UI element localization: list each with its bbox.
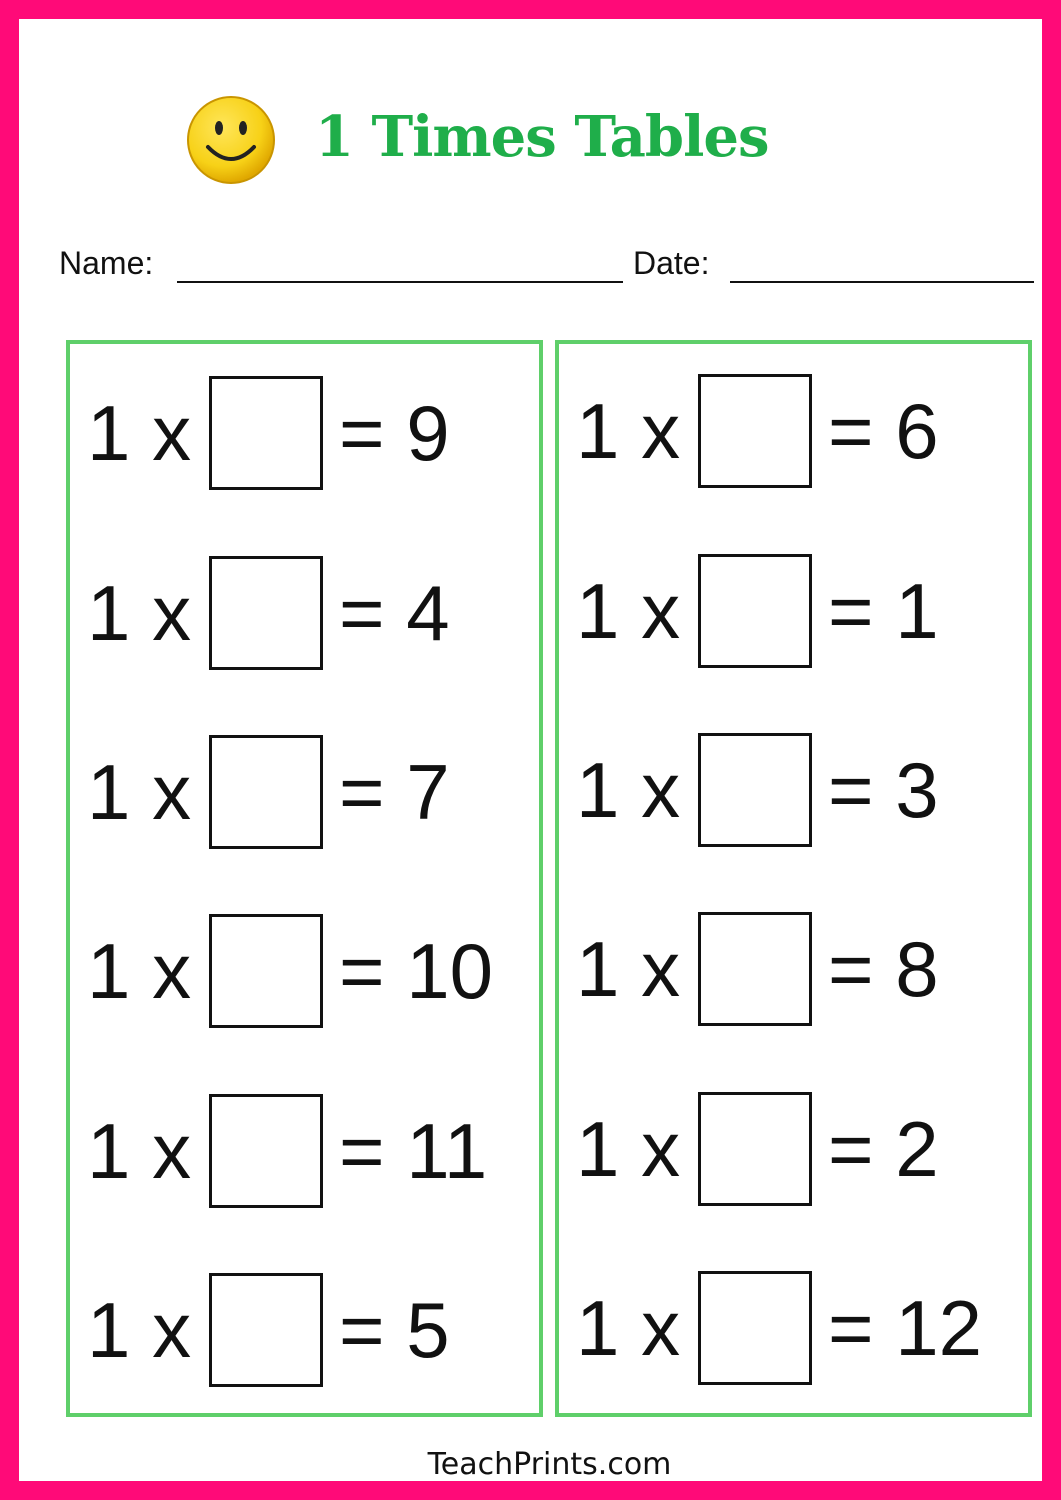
problem-expression: 1 x [87, 748, 192, 836]
problem-result: = 8 [828, 925, 939, 1013]
problem-result: = 12 [828, 1284, 982, 1372]
problem-result: = 2 [828, 1105, 939, 1193]
problem-column-right [555, 340, 1032, 1417]
problem-expression: 1 x [576, 746, 681, 834]
answer-box[interactable] [698, 554, 812, 668]
problem-expression: 1 x [576, 1105, 681, 1193]
answer-box[interactable] [698, 912, 812, 1026]
problem-result: = 10 [339, 927, 493, 1015]
problem-result: = 7 [339, 748, 450, 836]
problem-result: = 5 [339, 1286, 450, 1374]
answer-box[interactable] [698, 1092, 812, 1206]
footer-website: TeachPrints.com [427, 1447, 672, 1482]
date-label: Date: [633, 245, 710, 281]
problem-expression: 1 x [87, 389, 192, 477]
problem-expression: 1 x [87, 1107, 192, 1195]
answer-box[interactable] [209, 376, 323, 490]
answer-box[interactable] [698, 1271, 812, 1385]
problem-result: = 6 [828, 387, 939, 475]
answer-box[interactable] [209, 735, 323, 849]
problem-result: = 9 [339, 389, 450, 477]
problem-expression: 1 x [576, 925, 681, 1013]
answer-box[interactable] [698, 374, 812, 488]
answer-box[interactable] [209, 556, 323, 670]
problem-expression: 1 x [576, 567, 681, 655]
name-field[interactable] [177, 281, 623, 283]
problem-expression: 1 x [87, 927, 192, 1015]
answer-box[interactable] [698, 733, 812, 847]
problem-result: = 11 [339, 1107, 488, 1195]
name-label: Name: [59, 245, 154, 281]
page-title: 1 Times Tables [315, 104, 769, 170]
problem-result: = 4 [339, 569, 450, 657]
problem-expression: 1 x [576, 1284, 681, 1372]
problem-result: = 3 [828, 746, 939, 834]
problem-expression: 1 x [87, 1286, 192, 1374]
problem-column-left [66, 340, 543, 1417]
problem-result: = 1 [828, 567, 939, 655]
answer-box[interactable] [209, 1094, 323, 1208]
problem-expression: 1 x [576, 387, 681, 475]
answer-box[interactable] [209, 914, 323, 1028]
date-field[interactable] [730, 281, 1034, 283]
answer-box[interactable] [209, 1273, 323, 1387]
problem-expression: 1 x [87, 569, 192, 657]
smiley-face-icon [186, 95, 276, 185]
